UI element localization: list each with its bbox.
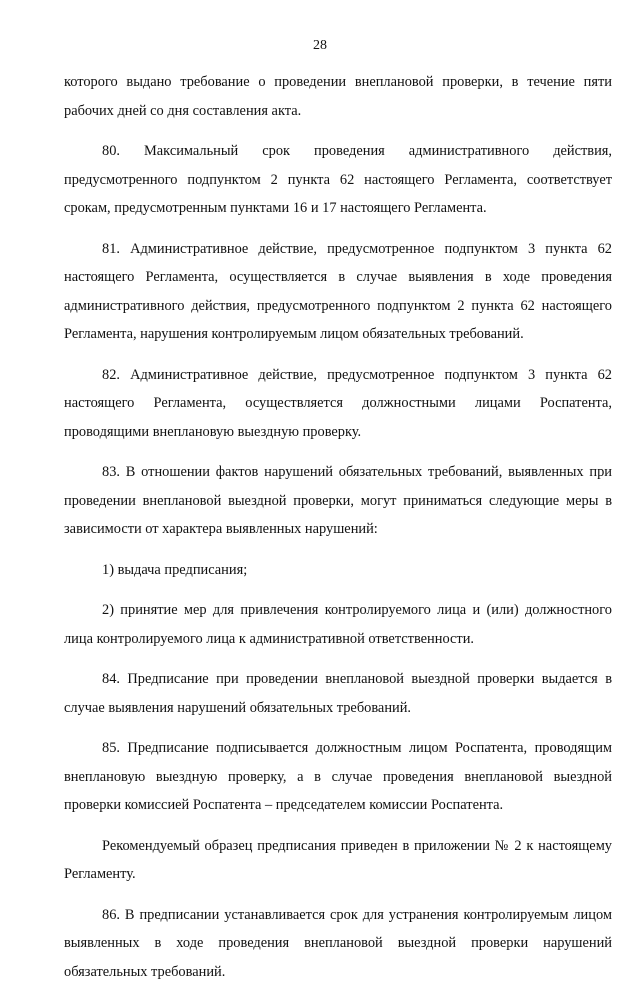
paragraph: 82. Административное действие, предусмотренное подпунктом 3 пункта 62 настоящего Регламента, осуществляется должностными лицами Роспатента, проводящими внеплановую выездную проверку. [64,366,612,440]
paragraph: 2) принятие мер для привлечения контролируемого лица и (или) должностного лица контролируемого лица к административной ответственности. [64,602,612,647]
paragraph: 83. В отношении фактов нарушений обязательных требований, выявленных при проведении внеплановой выездной проверки, могут приниматься следующие меры в зависимости от характера выявленных нарушений: [64,464,612,537]
paragraph: 81. Административное действие, предусмотренное подпунктом 3 пункта 62 настоящего Регламента, осуществляется в случае выявления в ходе проведения административного действия, предусмотренного подпунктом 2 пункта 62 настоящего Регламента, нарушения контролируемым лицом обязательных требований. [64,240,612,342]
paragraph: 84. Предписание при проведении внеплановой выездной проверки выдается в случае выявления нарушений обязательных требований. [64,671,612,716]
paragraph: 86. В предписании устанавливается срок для устранения контролируемым лицом выявленных в ходе проведения внеплановой выездной проверки нарушений обязательных требований. [64,906,612,980]
paragraph: 85. Предписание подписывается должностным лицом Роспатента, проводящим внеплановую выездную проверку, а в случае проведения внеплановой выездной проверки комиссией Роспатента – председателем комиссии Роспатента. [64,740,612,813]
document-body [64,68,612,998]
paragraph: Рекомендуемый образец предписания приведен в приложении № 2 к настоящему Регламенту. [64,837,612,882]
paragraph: 80. Максимальный срок проведения административного действия, предусмотренного подпунктом 2 пункта 62 настоящего Регламента, соответствует срокам, предусмотренным пунктами 16 и 17 настоящего Регламента. [64,143,612,216]
paragraph: 1) выдача предписания; [102,561,248,578]
page-number: 28 [313,38,327,53]
paragraph: которого выдано требование о проведении внеплановой проверки, в течение пяти рабочих дней со дня составления акта. [64,74,612,119]
